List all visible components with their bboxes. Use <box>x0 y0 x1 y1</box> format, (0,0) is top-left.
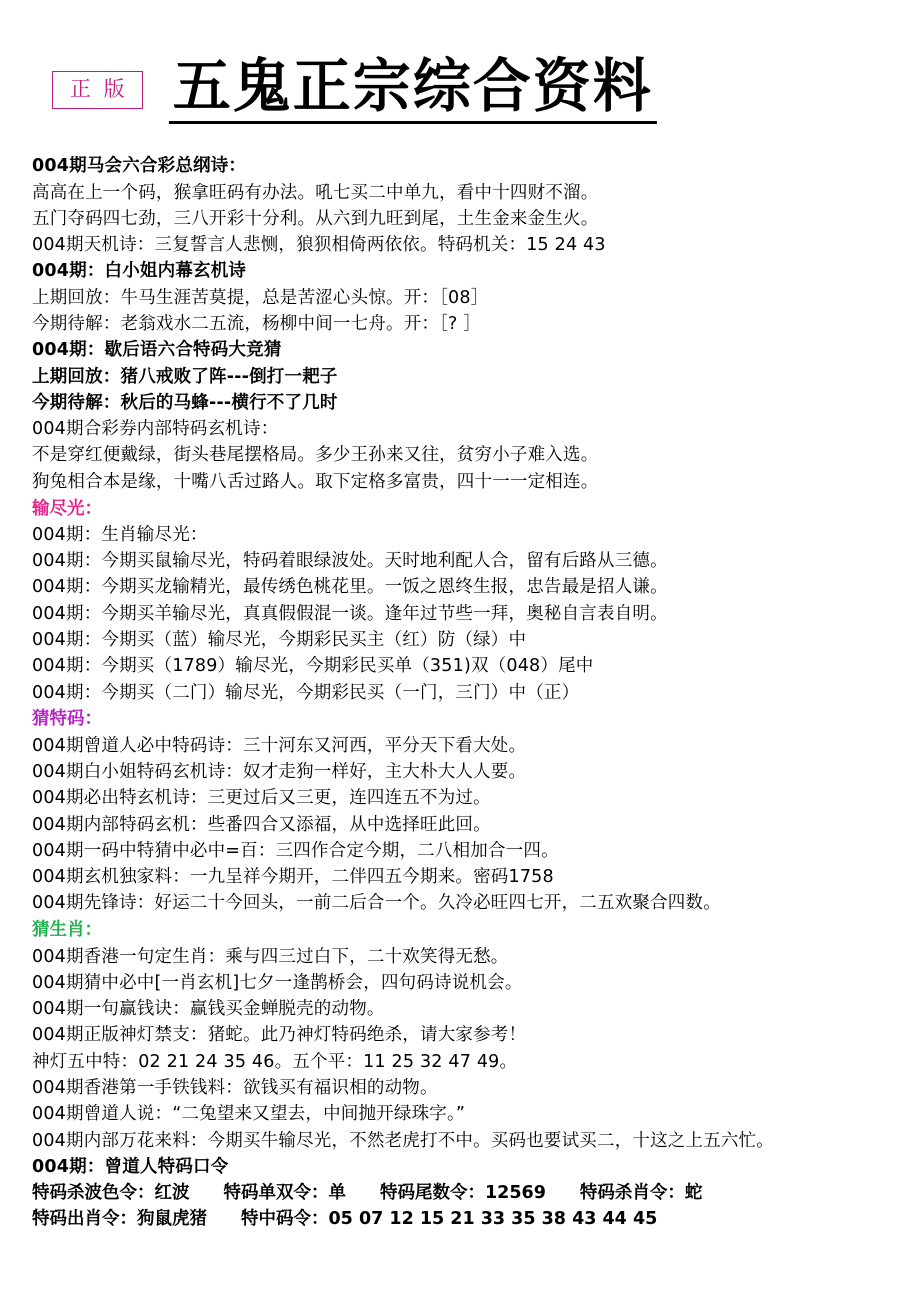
command-cell: 特码单双令：单 <box>223 1183 346 1204</box>
text-line: 004期：生肖输尽光： <box>32 524 208 545</box>
text-line: 004期马会六合彩总纲诗： <box>32 156 247 177</box>
edition-badge: 正 版 <box>52 71 143 109</box>
section-heading: 猜特码： <box>32 709 102 730</box>
text-line: 004期：白小姐内幕玄机诗 <box>32 261 247 282</box>
section-heading: 猜生肖： <box>32 920 102 941</box>
text-line: 004期：今期买鼠输尽光，特码着眼绿波处。天时地利配人合，留有后路从三德。 <box>32 551 668 572</box>
text-line: 004期一码中特猜中必中=百：三四作合定今期，二八相加合一四。 <box>32 840 559 861</box>
text-line: 五门夺码四七劲，三八开彩十分利。从六到九旺到尾，土生金来金生火。 <box>32 208 599 229</box>
text-line: 004期玄机独家料：一九呈祥今期开，二伴四五今期来。密码1758 <box>32 867 554 888</box>
command-table <box>32 1181 868 1234</box>
text-line: 004期一句赢钱诀：赢钱买金蝉脱壳的动物。 <box>32 999 385 1020</box>
section-heading: 输尽光： <box>32 498 102 519</box>
command-cell: 特码杀波色令：红波 <box>32 1183 190 1204</box>
text-line: 004期：曾道人特码口令 <box>32 1156 229 1177</box>
text-line: 今期待解：老翁戏水二五流，杨柳中间一七舟。开：［? ］ <box>32 313 481 334</box>
text-line: 上期回放：猪八戒败了阵---倒打一耙子 <box>32 366 338 387</box>
command-cell: 特中码令：05 07 12 15 21 33 35 38 43 44 45 <box>241 1209 658 1230</box>
page-header <box>32 0 868 132</box>
text-line: 004期：今期买（1789）输尽光，今期彩民买单（351)双（048）尾中 <box>32 656 594 677</box>
text-line: 004期：今期买（二门）输尽光，今期彩民买（一门，三门）中（正） <box>32 682 580 703</box>
text-line: 004期：今期买龙输精光，最传绣色桃花里。一饭之恩终生报，忠告最是招人谦。 <box>32 577 668 598</box>
text-line: 今期待解：秋后的马蜂---横行不了几时 <box>32 392 338 413</box>
document-body <box>32 132 868 1233</box>
text-lines <box>32 154 868 1181</box>
text-line: 004期合彩券内部特码玄机诗： <box>32 419 279 440</box>
text-line: 004期香港一句定生肖：乘与四三过白下，二十欢笑得无愁。 <box>32 946 509 967</box>
text-line: 004期白小姐特码玄机诗：奴才走狗一样好，主大朴大人人要。 <box>32 761 527 782</box>
text-line: 004期曾道人必中特码诗：三十河东又河西，平分天下看大处。 <box>32 735 527 756</box>
command-cell: 特码杀肖令：蛇 <box>579 1183 703 1204</box>
text-line: 004期：今期买（蓝）输尽光，今期彩民买主（红）防（绿）中 <box>32 629 527 650</box>
page-title: 五鬼正宗综合资料 <box>169 56 657 124</box>
command-cell: 特码出肖令：狗鼠虎猪 <box>32 1209 207 1230</box>
text-line: 不是穿红便戴绿，街头巷尾摆格局。多少王孙来又往，贫穷小子难入选。 <box>32 445 599 466</box>
text-line: 004期正版神灯禁支：猪蛇。此乃神灯特码绝杀，请大家参考！ <box>32 1025 527 1046</box>
text-line: 004期：今期买羊输尽光，真真假假混一谈。逢年过节些一拜，奥秘自言表自明。 <box>32 603 668 624</box>
command-cell: 特码尾数令：12569 <box>380 1183 546 1204</box>
text-line: 神灯五中特：02 21 24 35 46。五个平：11 25 32 47 49。 <box>32 1051 518 1072</box>
text-line: 004期必出特玄机诗：三更过后又三更，连四连五不为过。 <box>32 788 491 809</box>
command-row <box>32 1181 868 1207</box>
text-line: 高高在上一个码，猴拿旺码有办法。吼七买二中单九，看中十四财不溜。 <box>32 182 599 203</box>
text-line: 004期猜中必中[一肖玄机]七夕一逢鹊桥会，四句码诗说机会。 <box>32 972 523 993</box>
text-line: 004期曾道人说：“二兔望来又望去，中间抛开绿珠字。” <box>32 1104 466 1125</box>
text-line: 004期先锋诗：好运二十今回头，一前二后合一个。久冷必旺四七开，二五欢聚合四数。 <box>32 893 721 914</box>
command-row <box>32 1207 868 1233</box>
text-line: 004期：歇后语六合特码大竞猜 <box>32 340 282 361</box>
text-line: 004期内部特码玄机：些番四合又添福，从中选择旺此回。 <box>32 814 491 835</box>
text-line: 上期回放：牛马生涯苦莫提，总是苦涩心头惊。开：［08］ <box>32 287 489 308</box>
text-line: 004期香港第一手铁钱料：欲钱买有福识相的动物。 <box>32 1077 438 1098</box>
text-line: 004期内部万花来料：今期买牛输尽光，不然老虎打不中。买码也要试买二，十这之上五六忙。 <box>32 1130 774 1151</box>
text-line: 狗兔相合本是缘，十嘴八舌过路人。取下定格多富贵，四十一一定相连。 <box>32 471 599 492</box>
text-line: 004期天机诗：三复誓言人悲恻，狼狈相倚两依依。特码机关：15 24 43 <box>32 235 606 256</box>
